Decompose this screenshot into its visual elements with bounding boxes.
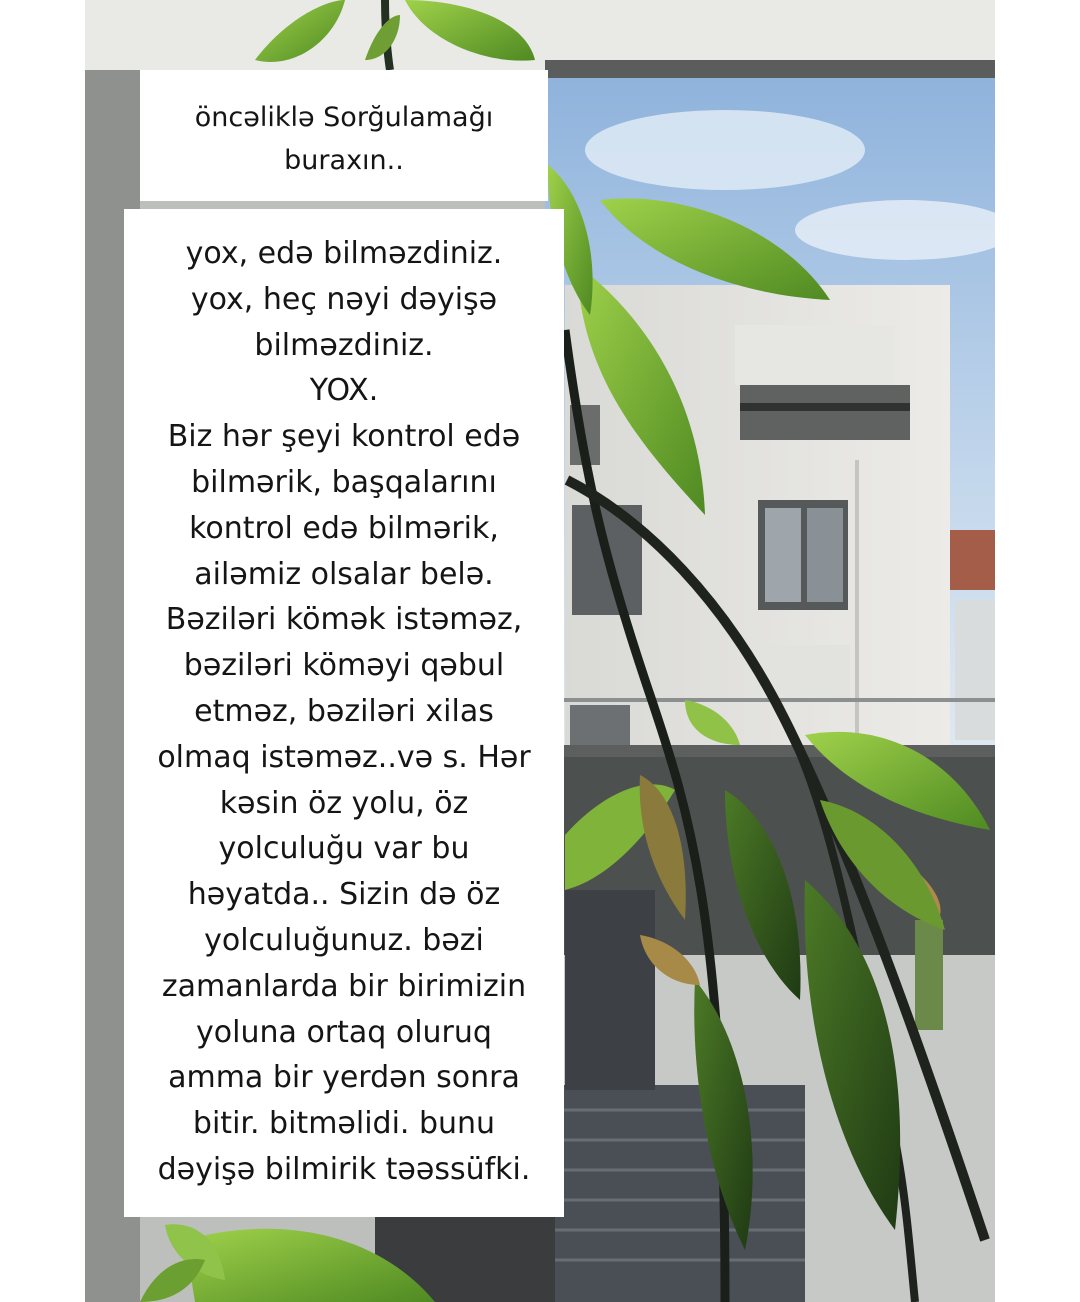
body-line: etməz, bəziləri xilas (194, 693, 494, 729)
body-line: həyatda.. Sizin də öz (187, 877, 501, 913)
body-line: Biz hər şeyi kontrol edə (167, 419, 521, 455)
body-line: zamanlarda bir birimizin (161, 968, 527, 1004)
title-line: buraxın.. (284, 145, 404, 176)
body-line: yolculuğu var bu (218, 831, 470, 867)
title-card (140, 70, 548, 201)
body-text-card (124, 209, 564, 1217)
body-line: YOX. (309, 373, 379, 409)
body-line: kəsin öz yolu, öz (219, 785, 469, 821)
body-line: ailəmiz olsalar belə. (194, 556, 494, 592)
body-line: bitir. bitməlidi. bunu (192, 1106, 496, 1142)
body-line: yoluna ortaq oluruq (196, 1014, 492, 1050)
body-line: bilmərik, başqalarını (191, 464, 497, 500)
body-line: bilməzdiniz. (254, 327, 434, 363)
body-line: kontrol edə bilmərik, (189, 510, 499, 546)
body-line: dəyişə bilmirik təəssüfki. (157, 1151, 531, 1187)
body-line: Bəziləri kömək istəməz, (165, 602, 523, 638)
body-line: yox, edə bilməzdiniz. (185, 236, 503, 271)
body-line: amma bir yerdən sonra (168, 1060, 520, 1096)
title-line: öncəliklə Sorğulamağı (194, 102, 494, 133)
body-line: olmaq istəməz..və s. Hər (157, 739, 531, 775)
body-line: yolculuğunuz. bəzi (204, 922, 484, 958)
body-line: yox, heç nəyi dəyişə (190, 281, 498, 317)
body-line: bəziləri köməyi qəbul (183, 648, 505, 684)
